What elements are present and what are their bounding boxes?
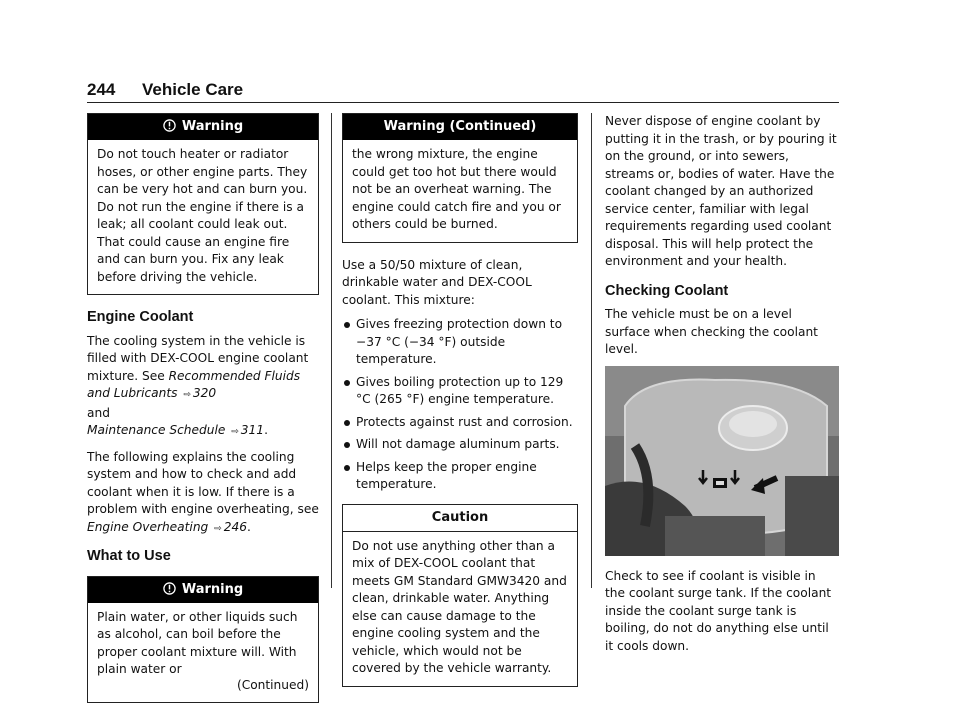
xref-arrow-icon: ⇨ [183, 390, 191, 400]
paragraph-level-surface: The vehicle must be on a level surface when checking the coolant level. [605, 307, 818, 356]
paragraph-text: The cooling system in the vehicle is filled with DEX-COOL engine coolant mixture. See [87, 333, 309, 383]
warning-title: Warning [181, 581, 244, 597]
link-maintenance-schedule[interactable]: Maintenance Schedule [87, 423, 226, 437]
column-divider [331, 113, 332, 588]
section-title: Vehicle Care [142, 80, 244, 99]
conjunction-and: and [87, 405, 110, 420]
heading-engine-coolant: Engine Coolant [87, 309, 194, 325]
link-engine-overheating[interactable]: Engine Overheating [87, 519, 209, 534]
list-item: Will not damage aluminum parts. [342, 436, 578, 454]
continued-label: (Continued) [236, 677, 309, 692]
warning-icon [163, 582, 176, 595]
warning-box-hot-parts [87, 113, 319, 295]
page-number: 244 [87, 80, 116, 99]
warning-body: the wrong mixture, the engine could get too hot but there would not be an overheat warning. The engine could catch fire and you or others could be burned. [352, 147, 561, 231]
page-header [87, 80, 839, 103]
warning-header [88, 114, 318, 140]
column-1 [87, 113, 319, 717]
heading-checking-coolant: Checking Coolant [605, 282, 729, 299]
xref-page[interactable]: 320 [192, 386, 217, 400]
warning-header [88, 577, 318, 603]
list-item: Gives boiling protection up to 129 °C (265 °F) engine temperature. [342, 374, 578, 409]
disposal-paragraph: Never dispose of engine coolant by putting it in the trash, or by pouring it on the ground, or into sewers, streams or, bodies of water. Have the coolant changed by an authorized service center, familiar with legal requirements regarding used coolant disposal. This will help protect the environment and your health. [605, 114, 837, 268]
heading-what-to-use: What to Use [87, 548, 171, 564]
caution-body: Do not use anything other than a mix of DEX-COOL coolant that meets GM Standard GMW3420 and clean, drinkable water. Anything else can cause damage to the engine cooling system and the vehicle, which would not be covered by the vehicle warranty. [352, 538, 567, 675]
column-divider [591, 113, 592, 588]
link-recommended-fluids[interactable]: Recommended Fluids and Lubricants [87, 368, 301, 400]
list-item: Protects against rust and corrosion. [342, 414, 578, 432]
caution-header: Caution [343, 505, 577, 532]
warning-body: Do not touch heater or radiator hoses, or other engine parts. They can be very hot and can burn you. Do not run the engine if there is a leak; all coolant could leak out. That could cause an engine fire and can burn you. Fix any leak before driving the vehicle. [97, 147, 308, 284]
warning-box-continued [342, 113, 578, 243]
list-item: Helps keep the proper engine temperature. [342, 459, 578, 494]
xref-page[interactable]: 246 [223, 519, 247, 534]
column-3 [605, 113, 839, 662]
paragraph-check-visible: Check to see if coolant is visible in the coolant surge tank. If the coolant inside the coolant surge tank is boiling, do not do anything else until it cools down. [605, 568, 832, 653]
warning-icon [163, 119, 176, 132]
caution-box [342, 504, 578, 687]
mixture-benefits-list [342, 316, 578, 494]
column-2 [342, 113, 578, 701]
xref-page[interactable]: 311 [240, 423, 265, 437]
coolant-surge-tank-photo [605, 366, 839, 556]
warning-box-plain-water [87, 576, 319, 704]
list-item: Gives freezing protection down to −37 °C (−34 °F) outside temperature. [342, 316, 578, 369]
warning-title: Warning [181, 119, 244, 134]
warning-header: Warning (Continued) [343, 114, 577, 140]
paragraph-cooling-system: The cooling system in the vehicle is filled with DEX-COOL engine coolant mixture. See Recommended Fluids and Lubricants ⇨ 320 and Maintenance Schedule ⇨ 311. [87, 333, 309, 437]
paragraph-text: The following explains the cooling system and how to check and add coolant when it is low. If there is a problem with engine overheating, see [87, 449, 319, 516]
xref-arrow-icon: ⇨ [214, 523, 222, 534]
paragraph-overheating: The following explains the cooling system and how to check and add coolant when it is low. If there is a problem with engine overheating, see Engine Overheating ⇨ 246. [87, 449, 319, 534]
warning-body: Plain water, or other liquids such as alcohol, can boil before the proper coolant mixture will. With plain water or [97, 609, 298, 676]
mixture-intro: Use a 50/50 mixture of clean, drinkable water and DEX-COOL coolant. This mixture: [342, 257, 532, 307]
xref-arrow-icon: ⇨ [231, 427, 239, 437]
